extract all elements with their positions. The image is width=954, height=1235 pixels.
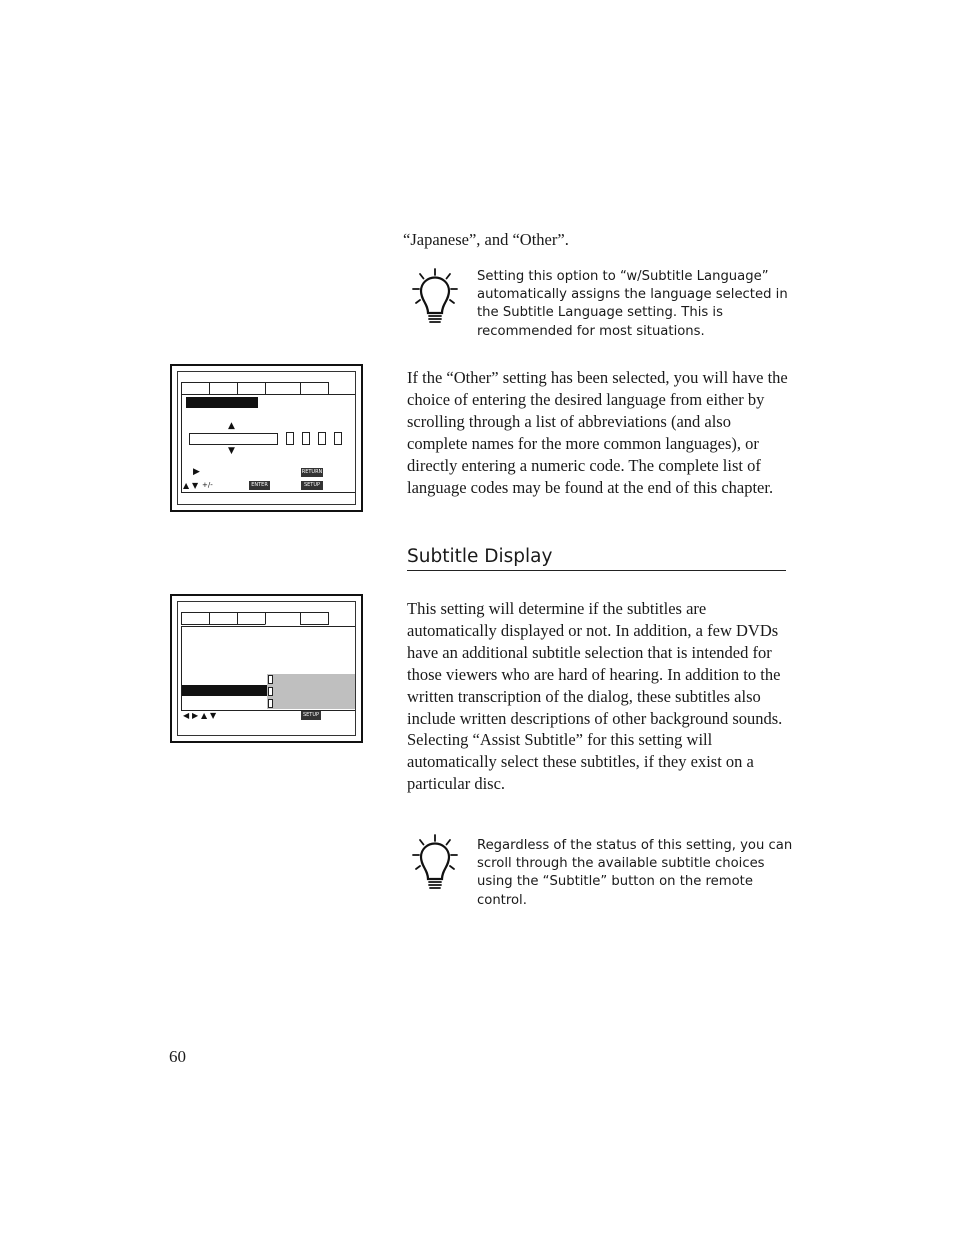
osd-entry-field bbox=[189, 433, 278, 445]
triangle-left-icon: ◀ bbox=[183, 711, 190, 720]
osd-tab-row bbox=[181, 612, 328, 624]
osd-tab bbox=[237, 612, 266, 625]
osd-tab-row bbox=[181, 382, 328, 394]
body-paragraph-2: This setting will determine if the subtitles are automatically displayed or not. In addition, a few DVDs have an additional subtitle selection that is intended for those viewers who are hard of hearing. In addition to the written transcription of the dialog, these subtitles also include written descriptions of other background sounds. Selecting “Assist Subtitle” for this setting will automatically select these subtitles, if they exist on a particular disc. bbox=[407, 599, 783, 794]
osd-tab bbox=[209, 612, 238, 625]
triangle-right-icon: ▶ bbox=[192, 711, 199, 720]
osd-selected-item bbox=[186, 397, 258, 408]
code-digit-box bbox=[286, 432, 294, 445]
osd-selected-item bbox=[182, 685, 267, 696]
osd-screen-subtitle-display bbox=[170, 594, 363, 743]
osd-tab bbox=[181, 612, 210, 625]
triangle-down-icon: ▼ bbox=[210, 711, 217, 720]
lightbulb-icon bbox=[410, 268, 460, 326]
section-heading: Subtitle Display bbox=[407, 546, 786, 571]
option-indicator bbox=[268, 675, 273, 684]
page-number: 60 bbox=[169, 1047, 186, 1066]
tip-text-2: Regardless of the status of this setting, you can scroll through the available subtitle choices using the “Subtitle” button on the remote control. bbox=[477, 838, 793, 908]
osd-tab-active bbox=[265, 612, 301, 625]
lightbulb-icon bbox=[410, 834, 460, 892]
code-digit-box bbox=[302, 432, 310, 445]
continuation-text: “Japanese”, and “Other”. bbox=[403, 230, 569, 249]
setup-button-label: SETUP bbox=[302, 712, 320, 718]
option-indicator bbox=[268, 699, 273, 708]
triangle-right-icon: ▶ bbox=[193, 467, 200, 477]
setup-button-label: SETUP bbox=[301, 481, 323, 490]
tip-text-1: Setting this option to “w/Subtitle Language” automatically assigns the language selected in the Subtitle Language setting. This is recommended for most situations. bbox=[477, 269, 788, 339]
code-digit-box bbox=[334, 432, 342, 445]
triangle-up-icon: ▲ bbox=[228, 421, 235, 431]
osd-tab bbox=[300, 612, 329, 625]
osd-options-panel bbox=[267, 674, 355, 709]
enter-button-label: ENTER bbox=[249, 481, 270, 490]
code-digit-box bbox=[318, 432, 326, 445]
triangle-down-icon: ▼ bbox=[228, 446, 235, 456]
osd-screen-language-entry bbox=[170, 364, 363, 512]
option-indicator bbox=[268, 687, 273, 696]
triangle-up-icon: ▲ bbox=[183, 481, 190, 490]
return-button-label: RETURN bbox=[301, 469, 323, 475]
plus-minus-label: +/- bbox=[202, 481, 213, 489]
triangle-down-icon: ▼ bbox=[192, 481, 199, 490]
triangle-up-icon: ▲ bbox=[201, 711, 208, 720]
body-paragraph-1: If the “Other” setting has been selected, you will have the choice of entering the desired language from either by scrolling through a list of abbreviations (and also complete names for the more common languages), or directly entering a numeric code. The complete list of language codes may be found at the end of this chapter. bbox=[407, 368, 788, 497]
